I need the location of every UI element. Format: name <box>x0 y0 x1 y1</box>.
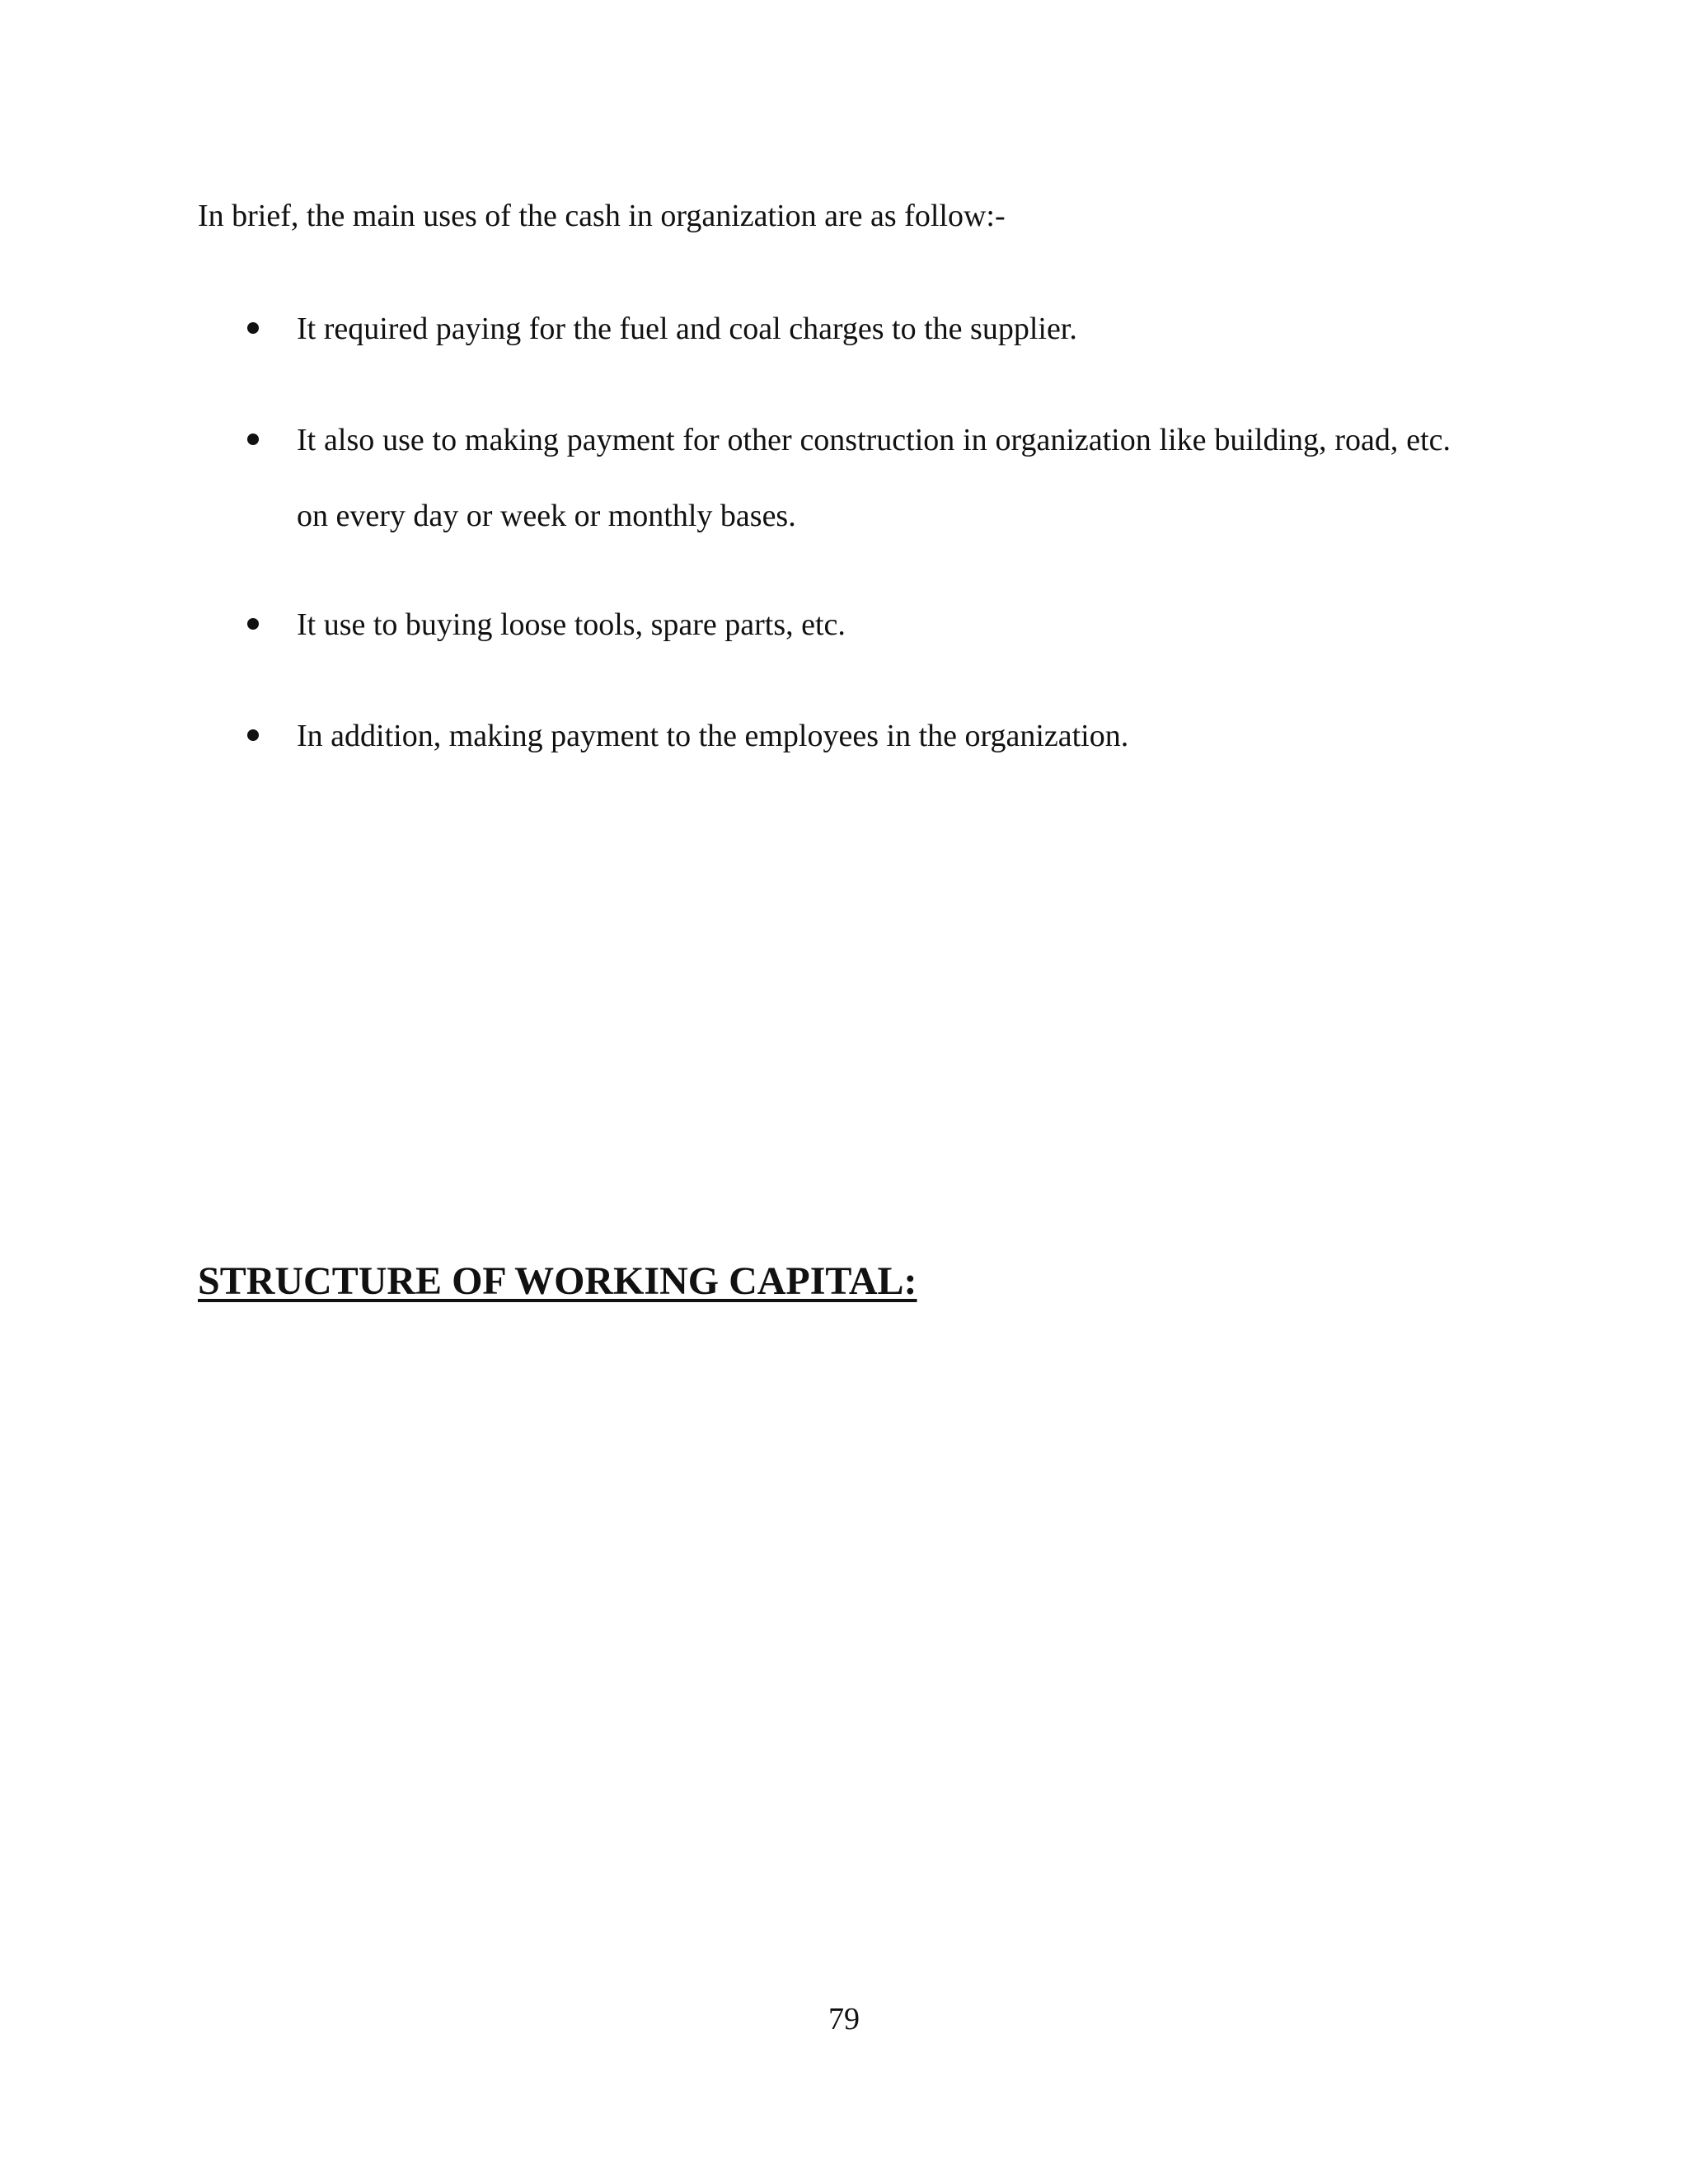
bullet-text: In addition, making payment to the employees in the organization. <box>297 719 1129 753</box>
intro-paragraph: In brief, the main uses of the cash in organization are as follow:- <box>198 199 1006 233</box>
bullet-icon <box>247 729 259 741</box>
bullet-text: It also use to making payment for other construction in organization like building, road, etc. on every day or week or monthly bases. <box>297 423 1451 533</box>
bullet-icon <box>247 434 259 445</box>
bullet-icon <box>247 618 259 630</box>
bullet-icon <box>247 322 259 334</box>
bullet-text: It use to buying loose tools, spare parts, etc. <box>297 607 846 642</box>
bullet-text: It required paying for the fuel and coal charges to the supplier. <box>297 312 1077 346</box>
page-number: 79 <box>828 2002 860 2036</box>
section-heading: STRUCTURE OF WORKING CAPITAL: <box>198 1259 917 1303</box>
